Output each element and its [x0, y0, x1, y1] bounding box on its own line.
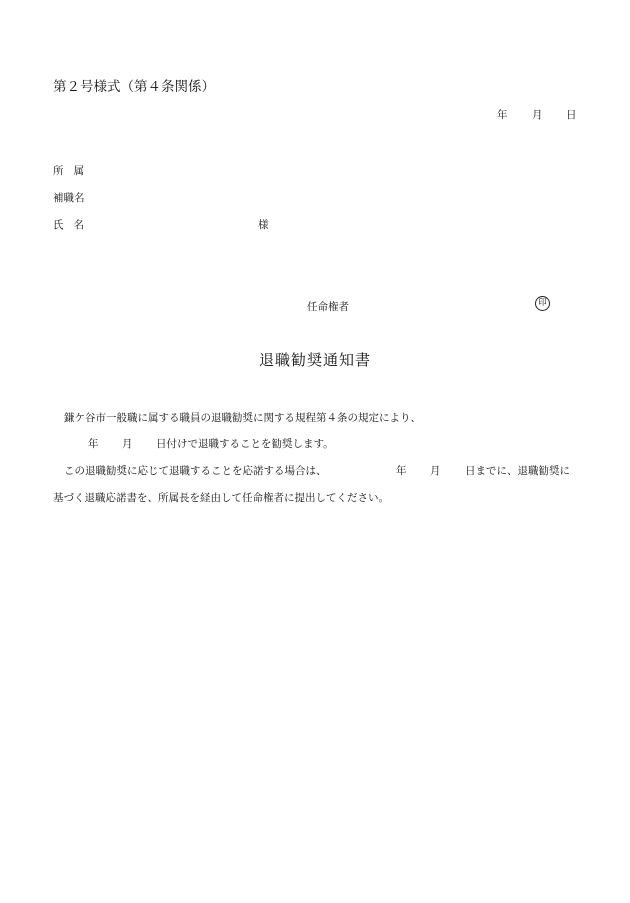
form-number: 第２号様式（第４条関係）	[53, 79, 215, 95]
body-line-2-month: 月	[122, 438, 133, 450]
affiliation-label: 所属	[53, 165, 94, 177]
body-line-1: 鎌ケ谷市一般職に属する職員の退職勧奨に関する規程第４条の規定により、	[64, 412, 421, 424]
body-line-3-year: 年	[396, 465, 407, 477]
body-line-3-rest: 日までに、退職勧奨に	[465, 465, 570, 477]
seal-mark: 印	[535, 296, 550, 311]
honorific-label: 様	[258, 219, 269, 231]
document-title: 退職勧奨通知書	[258, 351, 371, 369]
body-line-4: 基づく退職応諾書を、所属長を経由して任命権者に提出してください。	[53, 492, 389, 504]
name-label: 氏名	[53, 219, 94, 231]
date-year-label: 年	[497, 109, 508, 121]
body-line-3-month: 月	[430, 465, 441, 477]
body-line-3-start: この退職勧奨に応じて退職することを応諾する場合は、	[64, 465, 327, 477]
body-line-2-year: 年	[88, 438, 99, 450]
date-day-label: 日	[566, 109, 577, 121]
date-month-label: 月	[532, 109, 543, 121]
appointer-label: 任命権者	[307, 301, 349, 313]
position-label: 補職名	[53, 192, 85, 204]
body-line-2-rest: 日付けで退職することを勧奨します。	[156, 438, 334, 450]
